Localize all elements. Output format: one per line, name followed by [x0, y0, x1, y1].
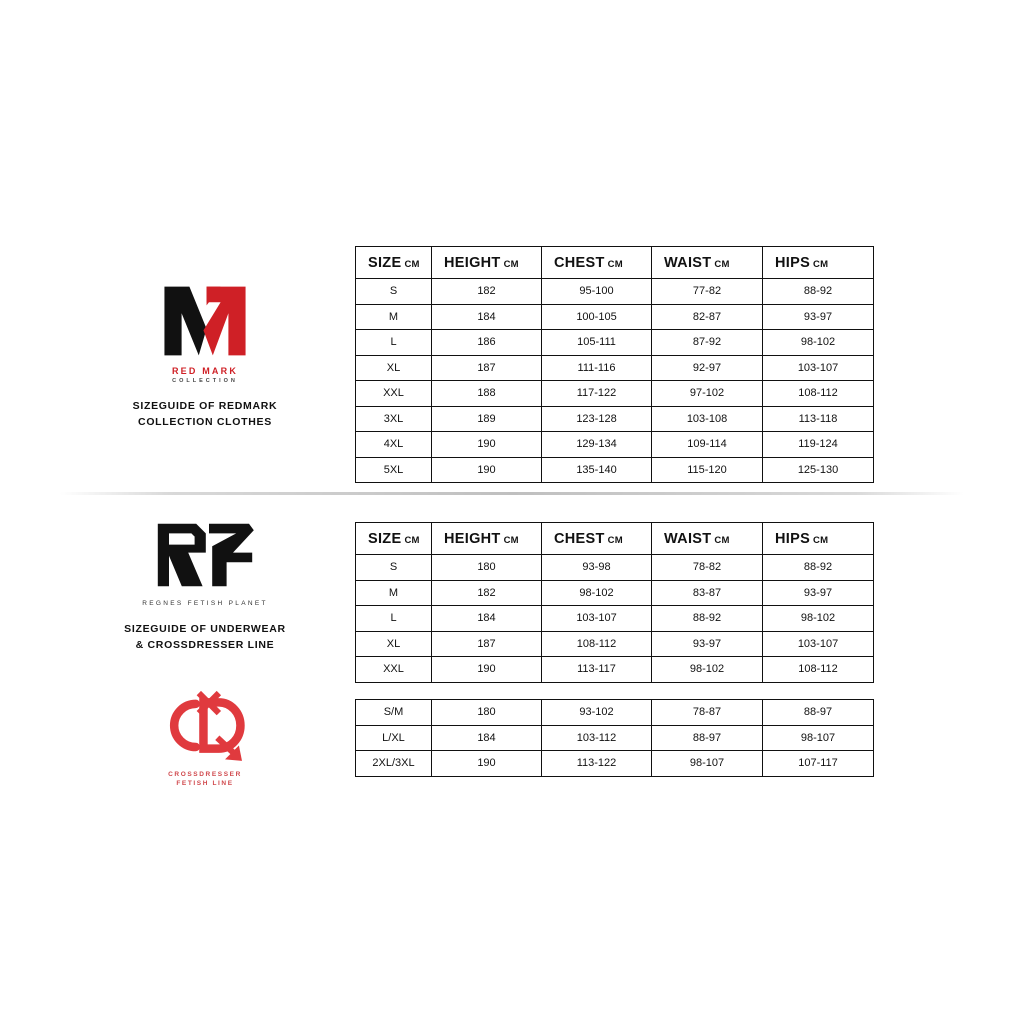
cell-waist: 97-102 [652, 381, 763, 407]
cell-waist: 88-92 [652, 606, 763, 632]
cell-height: 180 [432, 700, 542, 726]
table-row [356, 580, 874, 606]
header-size-label: SIZE [368, 530, 402, 547]
cell-chest: 93-102 [542, 700, 652, 726]
cell-waist: 115-120 [652, 457, 763, 483]
header-hips [763, 523, 874, 555]
cell-chest: 111-116 [542, 355, 652, 381]
cell-hips: 108-112 [763, 657, 874, 683]
crossdresser-size-table [355, 699, 874, 777]
section-divider [60, 492, 964, 495]
header-hips [763, 247, 874, 279]
cell-waist: 78-82 [652, 555, 763, 581]
header-size-label: SIZE [368, 254, 402, 271]
crossdresser-wordmark [55, 770, 355, 788]
rfp-caption-line2: & CROSSDRESSER LINE [135, 639, 275, 651]
header-chest-label: CHEST [554, 530, 605, 547]
cell-size: 4XL [356, 432, 432, 458]
table-row [356, 457, 874, 483]
header-hips-label: HIPS [775, 254, 811, 271]
cell-size: M [356, 580, 432, 606]
cell-height: 184 [432, 606, 542, 632]
cell-hips: 119-124 [763, 432, 874, 458]
table-row [356, 304, 874, 330]
cell-chest: 93-98 [542, 555, 652, 581]
section-redmark [0, 230, 1024, 480]
header-chest-unit: CM [607, 534, 623, 546]
crossdresser-wordmark-line2: FETISH LINE [176, 780, 234, 787]
cell-size: XXL [356, 381, 432, 407]
cell-hips: 88-92 [763, 555, 874, 581]
cell-size: L [356, 330, 432, 356]
header-size-unit: CM [404, 258, 420, 270]
cell-size: XL [356, 631, 432, 657]
cell-waist: 109-114 [652, 432, 763, 458]
cell-height: 182 [432, 279, 542, 305]
rfp-caption [55, 621, 355, 653]
table-row [356, 381, 874, 407]
header-height-label: HEIGHT [444, 254, 501, 271]
header-height [432, 247, 542, 279]
red-mark-wordmark: RED MARK [171, 366, 239, 376]
cell-height: 190 [432, 432, 542, 458]
cell-waist: 78-87 [652, 700, 763, 726]
cell-chest: 98-102 [542, 580, 652, 606]
crossdresser-wordmark-line1: CROSSDRESSER [168, 771, 242, 778]
table-row [356, 279, 874, 305]
cell-waist: 103-108 [652, 406, 763, 432]
header-height-unit: CM [503, 258, 519, 270]
cell-size: 3XL [356, 406, 432, 432]
table-row [356, 355, 874, 381]
cell-chest: 108-112 [542, 631, 652, 657]
cell-waist: 88-97 [652, 725, 763, 751]
cell-hips: 103-107 [763, 631, 874, 657]
header-waist-label: WAIST [664, 254, 712, 271]
cell-height: 189 [432, 406, 542, 432]
cell-waist: 77-82 [652, 279, 763, 305]
regnes-fetish-planet-logo [153, 520, 257, 590]
cell-hips: 98-102 [763, 330, 874, 356]
cell-height: 187 [432, 355, 542, 381]
rfp-brand-column [55, 520, 355, 653]
header-height [432, 523, 542, 555]
header-waist-unit: CM [714, 258, 730, 270]
crossdresser-brand-column [55, 690, 355, 788]
cell-size: 5XL [356, 457, 432, 483]
cell-hips: 125-130 [763, 457, 874, 483]
table-header-row [356, 247, 874, 279]
cell-hips: 107-117 [763, 751, 874, 777]
table-row [356, 406, 874, 432]
cell-height: 184 [432, 304, 542, 330]
redmark-caption-line1: SIZEGUIDE OF REDMARK [132, 400, 278, 412]
cell-chest: 103-107 [542, 606, 652, 632]
cell-height: 190 [432, 751, 542, 777]
cell-chest: 129-134 [542, 432, 652, 458]
cell-size: L/XL [356, 725, 432, 751]
header-waist [652, 523, 763, 555]
table-row [356, 700, 874, 726]
cell-waist: 87-92 [652, 330, 763, 356]
table-row [356, 432, 874, 458]
header-size [356, 247, 432, 279]
header-chest-unit: CM [607, 258, 623, 270]
cell-height: 190 [432, 657, 542, 683]
header-hips-unit: CM [813, 258, 829, 270]
cell-waist: 83-87 [652, 580, 763, 606]
crossdresser-fetish-line-logo [157, 690, 253, 764]
redmark-size-table [355, 246, 874, 483]
header-size [356, 523, 432, 555]
table-row [356, 725, 874, 751]
cell-waist: 93-97 [652, 631, 763, 657]
cell-size: S [356, 279, 432, 305]
table-row [356, 751, 874, 777]
header-chest [542, 247, 652, 279]
underwear-size-table [355, 522, 874, 683]
cell-chest: 105-111 [542, 330, 652, 356]
cell-height: 190 [432, 457, 542, 483]
cell-height: 182 [432, 580, 542, 606]
cell-chest: 117-122 [542, 381, 652, 407]
header-size-unit: CM [404, 534, 420, 546]
header-waist [652, 247, 763, 279]
cell-height: 180 [432, 555, 542, 581]
red-mark-subwordmark: COLLECTION [172, 378, 238, 384]
header-chest [542, 523, 652, 555]
cell-hips: 93-97 [763, 304, 874, 330]
rfp-caption-line1: SIZEGUIDE OF UNDERWEAR [124, 623, 286, 635]
red-mark-logo [157, 282, 253, 360]
cell-size: XL [356, 355, 432, 381]
table-row [356, 555, 874, 581]
header-height-label: HEIGHT [444, 530, 501, 547]
cell-hips: 88-97 [763, 700, 874, 726]
redmark-caption [55, 398, 355, 430]
cell-chest: 113-122 [542, 751, 652, 777]
cell-chest: 95-100 [542, 279, 652, 305]
header-hips-unit: CM [813, 534, 829, 546]
cell-size: S/M [356, 700, 432, 726]
header-hips-label: HIPS [775, 530, 811, 547]
cell-size: S [356, 555, 432, 581]
cell-height: 186 [432, 330, 542, 356]
cell-height: 188 [432, 381, 542, 407]
regnes-fetish-planet-wordmark: REGNES FETISH PLANET [142, 600, 268, 607]
cell-waist: 92-97 [652, 355, 763, 381]
header-waist-label: WAIST [664, 530, 712, 547]
header-waist-unit: CM [714, 534, 730, 546]
cell-size: XXL [356, 657, 432, 683]
cell-hips: 98-107 [763, 725, 874, 751]
cell-hips: 93-97 [763, 580, 874, 606]
cell-chest: 100-105 [542, 304, 652, 330]
redmark-caption-line2: COLLECTION CLOTHES [138, 416, 272, 428]
cell-size: 2XL/3XL [356, 751, 432, 777]
table-row [356, 606, 874, 632]
cell-chest: 123-128 [542, 406, 652, 432]
cell-waist: 98-102 [652, 657, 763, 683]
cell-height: 187 [432, 631, 542, 657]
header-height-unit: CM [503, 534, 519, 546]
cell-hips: 103-107 [763, 355, 874, 381]
table-header-row [356, 523, 874, 555]
redmark-brand-column [55, 282, 355, 430]
cell-height: 184 [432, 725, 542, 751]
cell-size: L [356, 606, 432, 632]
section-regnes-fetish-planet [0, 510, 1024, 800]
cell-hips: 108-112 [763, 381, 874, 407]
cell-waist: 82-87 [652, 304, 763, 330]
cell-chest: 103-112 [542, 725, 652, 751]
cell-hips: 98-102 [763, 606, 874, 632]
cell-size: M [356, 304, 432, 330]
cell-chest: 113-117 [542, 657, 652, 683]
table-row [356, 631, 874, 657]
cell-waist: 98-107 [652, 751, 763, 777]
cell-chest: 135-140 [542, 457, 652, 483]
cell-hips: 113-118 [763, 406, 874, 432]
table-row [356, 657, 874, 683]
table-row [356, 330, 874, 356]
header-chest-label: CHEST [554, 254, 605, 271]
cell-hips: 88-92 [763, 279, 874, 305]
